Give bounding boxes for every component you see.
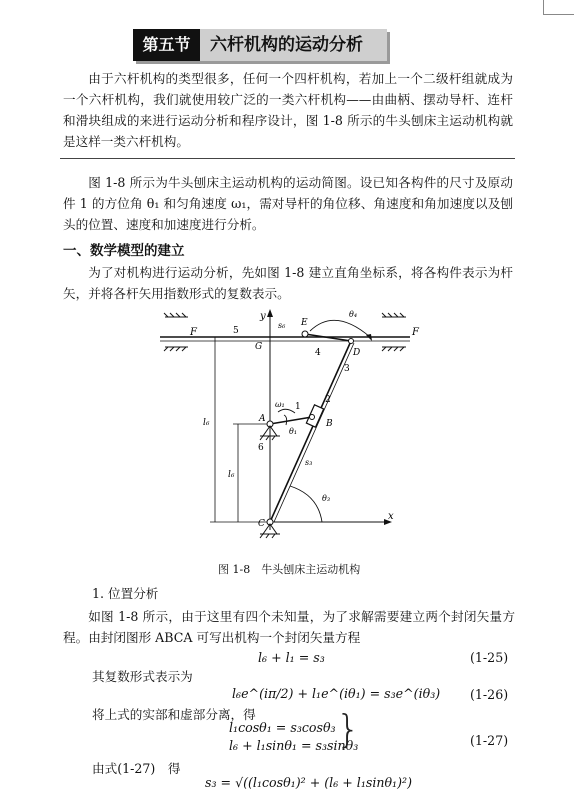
label-E: E xyxy=(301,318,308,328)
omega1-arc xyxy=(278,409,295,413)
label-B: B xyxy=(326,419,333,429)
label-5: 5 xyxy=(233,326,239,336)
label-theta3: θ₃ xyxy=(322,494,331,503)
subheading-position: 1. 位置分析 xyxy=(92,586,159,601)
equation-1-27-b: l₆ + l₁sinθ₁ = s₃sinθ₃ xyxy=(229,738,359,753)
label-y: y xyxy=(260,311,266,322)
label-A: A xyxy=(259,414,266,424)
label-G: G xyxy=(255,342,263,352)
equation-number-1-26: (1-26) xyxy=(470,687,509,702)
pin-D xyxy=(349,339,354,344)
left-guide-block xyxy=(164,313,188,351)
figure-caption: 图 1-8 牛头刨床主运动机构 xyxy=(218,563,361,576)
label-4: 4 xyxy=(315,348,321,358)
label-x: x xyxy=(388,511,394,522)
y-axis-arrow xyxy=(267,309,273,317)
label-theta4: θ₄ xyxy=(349,310,358,319)
section-title-bar xyxy=(133,29,387,61)
crank-1 xyxy=(270,417,312,424)
label-s3: s₃ xyxy=(305,458,313,467)
pin-B xyxy=(310,415,315,420)
label-C: C xyxy=(258,519,265,529)
equation-number-1-27: (1-27) xyxy=(470,733,509,748)
label-F-right: F xyxy=(412,327,419,338)
theta4-arc xyxy=(310,320,370,337)
label-l6: l₆ xyxy=(203,418,210,428)
intro-paragraph: 由于六杆机构的类型很多，任何一个四杆机构，若加上一个二级杆组就成为一个六杆机构，我们就使用较广泛的一类六杆机构——由曲柄、摆动导杆、连杆和滑块组成的来进行运动分析和程序设计，图 1-8 所示的牛头刨床主运动机构就是这样一类六杆机构。 xyxy=(63,71,513,149)
equation-1-25: l₆ + l₁ = s₃ xyxy=(258,650,325,665)
section-label: 第五节 xyxy=(133,29,200,61)
pin-E xyxy=(302,331,308,337)
label-omega1: ω₁ xyxy=(275,400,285,409)
equation-brace: } xyxy=(336,707,361,751)
label-1: 1 xyxy=(295,402,301,412)
slider-2 xyxy=(306,405,323,427)
divider-line xyxy=(60,158,515,159)
split-label: 将上式的实部和虚部分离，得 xyxy=(92,707,256,722)
label-6: 6 xyxy=(258,443,264,453)
guide-link-3 xyxy=(270,341,351,522)
model-paragraph: 为了对机构进行运动分析，先如图 1-8 建立直角坐标系，将各构件表示为杆矢，并将各杆矢用指数形式的复数表示。 xyxy=(63,265,513,301)
page-corner-mark xyxy=(543,0,574,15)
from-label: 由式(1-27) 得 xyxy=(92,761,181,776)
label-2: 2 xyxy=(325,395,331,405)
position-paragraph: 如图 1-8 所示，由于这里有四个未知量，为了求解需要建立两个封闭矢量方程。由封闭图形 ABCA 可写出机构一个封闭矢量方程 xyxy=(63,609,515,645)
label-theta1: θ₁ xyxy=(289,427,298,436)
equation-number-1-25: (1-25) xyxy=(470,650,509,665)
guide-link-3-edge xyxy=(274,343,354,522)
theta3-arc xyxy=(290,486,322,522)
problem-paragraph: 图 1-8 所示为牛头刨床主运动机构的运动简图。设已知各构件的尺寸及原动件 1 的方位角 θ₁ 和匀角速度 ω₁，需对导杆的角位移、角速度和角加速度以及刨头的位置、速度和加速度进行分析。 xyxy=(63,175,513,232)
label-s6: s₆ xyxy=(278,321,286,330)
heading-model: 一、数学模型的建立 xyxy=(63,243,185,259)
equation-1-26: l₆e^(iπ/2) + l₁e^(iθ₁) = s₃e^(iθ₃) xyxy=(232,686,441,701)
right-guide-block xyxy=(382,313,406,351)
label-3: 3 xyxy=(344,364,350,374)
equation-1-27-a: l₁cosθ₁ = s₃cosθ₃ xyxy=(229,720,336,735)
section-title: 六杆机构的运动分析 xyxy=(210,35,363,55)
label-D: D xyxy=(353,348,361,358)
equation-s3: s₃ = √((l₁cosθ₁)² + (l₆ + l₁sinθ₁)²) xyxy=(205,775,412,790)
mechanism-figure xyxy=(160,305,430,555)
theta1-arc xyxy=(284,415,287,425)
label-lh: l₆ xyxy=(228,470,235,480)
complex-form-label: 其复数形式表示为 xyxy=(92,669,193,684)
label-F-left: F xyxy=(190,327,197,338)
